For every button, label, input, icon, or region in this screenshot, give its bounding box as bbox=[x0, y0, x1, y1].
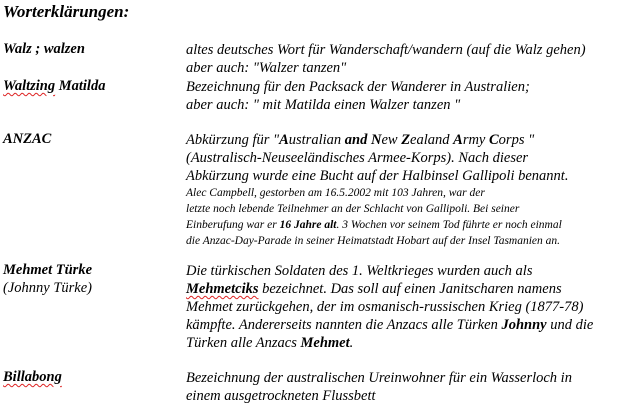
definition-line: einem ausgetrockneten Flussbett bbox=[186, 388, 376, 404]
definition-line: aber auch: "Walzer tanzen" bbox=[186, 60, 347, 76]
definition-line: (Australisch-Neuseeländisches Armee-Korps). Nach dieser bbox=[186, 150, 529, 166]
spellcheck-word: Mehmetciks bbox=[186, 281, 259, 297]
term-waltzing-matilda: Waltzing Matilda bbox=[3, 78, 106, 94]
note-line: die Anzac-Day-Parade in seiner Heimatstadt Hobart auf der Insel Tasmanien an. bbox=[186, 235, 561, 247]
spellcheck-word: Waltzing bbox=[3, 78, 56, 94]
note-line: letzte noch lebende Teilnehmer an der Schlacht von Gallipoli. Bei seiner bbox=[186, 203, 520, 215]
definition-walz bbox=[186, 41, 586, 77]
definition-mehmet bbox=[186, 262, 593, 352]
definition-line: altes deutsches Wort für Wanderschaft/wandern (auf die Walz gehen) bbox=[186, 42, 586, 58]
page-title: Worterklärungen: bbox=[3, 2, 130, 21]
term-anzac: ANZAC bbox=[3, 131, 52, 147]
term-billabong bbox=[3, 369, 62, 386]
note-line: Einberufung war er 16 Jahre alt. 3 Wochen vor seinem Tod führte er noch einmal bbox=[186, 219, 562, 231]
term-walz: Walz ; walzen bbox=[3, 41, 85, 57]
definition-line: aber auch: " mit Matilda einen Walzer tanzen " bbox=[186, 97, 461, 113]
definition-anzac bbox=[186, 131, 568, 185]
definition-line: Bezeichnung der australischen Ureinwohner für ein Wasserloch in bbox=[186, 370, 572, 386]
definition-anzac-note bbox=[186, 185, 562, 249]
note-line: Alec Campbell, gestorben am 16.5.2002 mit 103 Jahren, war der bbox=[186, 187, 485, 199]
definition-billabong bbox=[186, 369, 572, 405]
definition-line: kämpfte. Andererseits nannten die Anzacs alle Türken Johnny und die bbox=[186, 317, 594, 333]
definition-line: Die türkischen Soldaten des 1. Weltkrieges wurden auch als bbox=[186, 263, 533, 279]
definition-line: Türken alle Anzacs Mehmet. bbox=[186, 335, 354, 351]
definition-line: Bezeichnung für den Packsack der Wanderer in Australien; bbox=[186, 79, 530, 95]
definition-line: Mehmetciks bezeichnet. Das soll auf einen Janitscharen namens bbox=[186, 281, 562, 297]
definition-line: Abkürzung für "Australian and New Zealand Army Corps " bbox=[186, 132, 535, 148]
definition-line: Abkürzung wurde eine Bucht auf der Halbinsel Gallipoli benannt. bbox=[186, 168, 569, 184]
spellcheck-word: Billabong bbox=[3, 369, 62, 385]
definition-waltzing-matilda bbox=[186, 78, 530, 114]
term-johnny-tuerke: (Johnny Türke) bbox=[3, 280, 92, 296]
term-mehmet-tuerke: Mehmet Türke bbox=[3, 262, 93, 278]
definition-line: Mehmet zurückgehen, der im osmanisch-russischen Krieg (1877-78) bbox=[186, 299, 584, 315]
